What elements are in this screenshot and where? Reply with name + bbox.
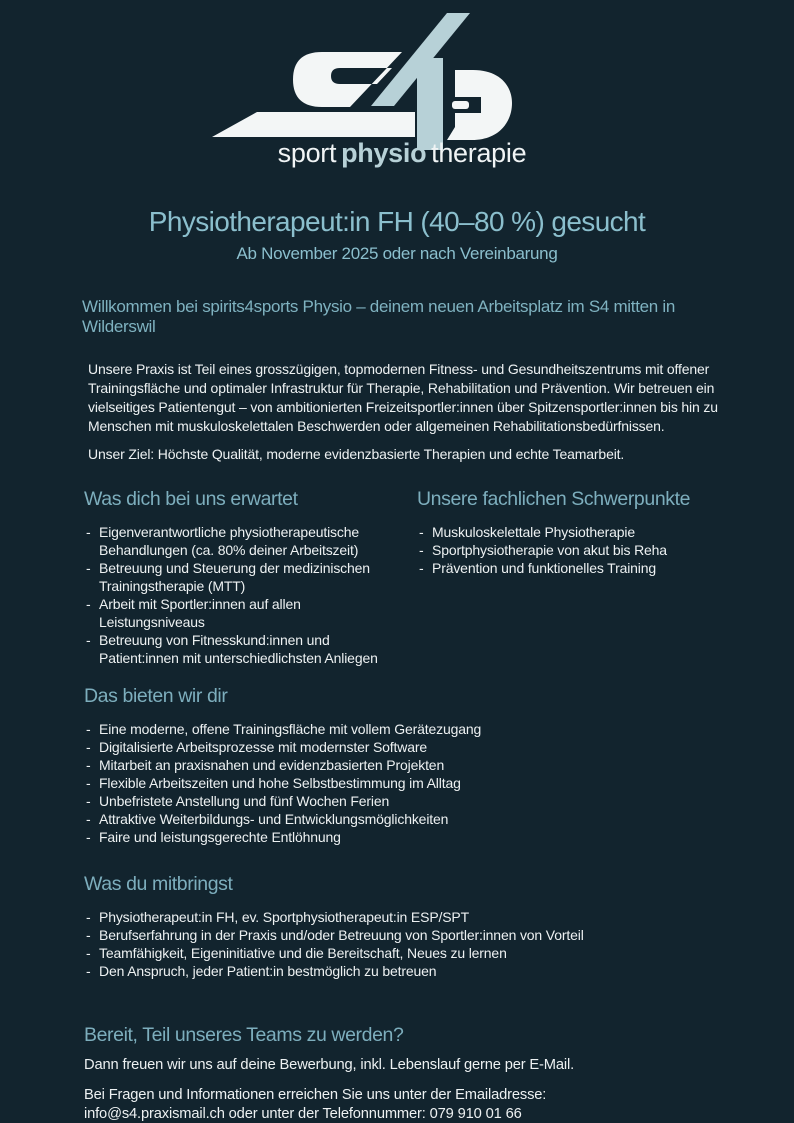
bullet-dash: - (86, 793, 91, 809)
bullet-dash: - (86, 757, 91, 773)
page-title: Physiotherapeut:in FH (40–80 %) gesucht (148, 206, 646, 237)
list-item (417, 541, 736, 559)
bring-list (84, 908, 736, 980)
brand-word-sport: sport (277, 138, 337, 168)
list-item (84, 631, 403, 667)
list-item-text: Sportphysiotherapie von akut bis Reha (432, 542, 667, 558)
list-item (84, 756, 736, 774)
bullet-dash: - (86, 596, 91, 612)
list-item-text: Eigenverantwortliche physiotherapeutische Behandlungen (ca. 80% deiner Arbeitszeit) (99, 524, 360, 558)
bullet-dash: - (86, 524, 91, 540)
list-item (417, 523, 736, 541)
list-item (84, 828, 736, 846)
bullet-dash: - (86, 560, 91, 576)
list-item (417, 559, 736, 577)
list-item-text: Faire und leistungsgerechte Entlöhnung (99, 829, 341, 845)
brand-wordmark (0, 138, 794, 169)
expect-list (84, 523, 403, 667)
offer-list (84, 720, 736, 846)
content-area (0, 297, 794, 1123)
list-item-text: Mitarbeit an praxisnahen und evidenzbasierten Projekten (99, 757, 445, 773)
intro-paragraph: Unsere Praxis ist Teil eines grosszügigen, topmodernen Fitness- und Gesundheitszentrums mit offener Trainingsfläche und optimaler Infrastruktur für Therapie, Rehabilitation und Prävention. Wir betreuen ein vielseitiges Patientengut – von ambitionierten Freizeitsportler:innen über Spitzensportler:innen bis hin zu Menschen mit muskuloskelettalen Beschwerden oder allgemeinen Rehabilitationsbedürfnissen. (88, 361, 718, 434)
list-item-text: Flexible Arbeitszeiten und hohe Selbstbestimmung im Alltag (99, 775, 461, 791)
contact-block (84, 1086, 736, 1123)
bullet-dash: - (86, 811, 91, 827)
logo-bottom-bar (212, 112, 415, 137)
list-item (84, 720, 736, 738)
list-item-text: Digitalisierte Arbeitsprozesse mit modernster Software (99, 739, 428, 755)
list-item (84, 792, 736, 810)
section-offer-title: Das bieten wir dir (84, 685, 228, 707)
goal-line: Unser Ziel: Höchste Qualität, moderne evidenzbasierte Therapien und echte Teamarbeit. (88, 446, 625, 462)
list-item-text: Physiotherapeut:in FH, ev. Sportphysiotherapeut:in ESP/SPT (99, 909, 470, 925)
apply-heading: Bereit, Teil unseres Teams zu werden? (84, 1024, 404, 1046)
list-item (84, 774, 736, 792)
list-item-text: Muskuloskelettale Physiotherapie (432, 524, 635, 540)
list-item-text: Teamfähigkeit, Eigeninitiative und die Bereitschaft, Neues zu lernen (99, 945, 507, 961)
section-bring (84, 873, 736, 980)
list-item (84, 908, 736, 926)
section-focus-title: Unsere fachlichen Schwerpunkte (417, 488, 691, 510)
bullet-dash: - (86, 945, 91, 961)
section-expect (84, 488, 417, 667)
list-item-text: Betreuung von Fitnesskund:innen und Patient:innen mit unterschiedlichsten Anliegen (99, 632, 378, 666)
list-item-text: Den Anspruch, jeder Patient:in bestmöglich zu betreuen (99, 963, 437, 979)
list-item (84, 559, 403, 595)
list-item (84, 810, 736, 828)
logo-d-tab (452, 101, 469, 109)
bullet-dash: - (419, 560, 424, 576)
list-item (84, 738, 736, 756)
apply-line: Dann freuen wir uns auf deine Bewerbung, inkl. Lebenslauf gerne per E-Mail. (84, 1057, 575, 1073)
brand-word-physio: physio (341, 138, 427, 168)
brand-word-therapie: therapie (431, 138, 527, 168)
logo-4-leg (417, 58, 443, 150)
contact-line-email-phone: info@s4.praxismail.ch oder unter der Telefonnummer: 079 910 01 66 (84, 1106, 522, 1122)
section-focus (417, 488, 736, 667)
page-subtitle: Ab November 2025 oder nach Vereinbarung (236, 244, 558, 263)
list-item-text: Prävention und funktionelles Training (432, 560, 657, 576)
section-apply (84, 1024, 736, 1123)
section-bring-title: Was du mitbringst (84, 873, 233, 895)
bullet-dash: - (86, 963, 91, 979)
bullet-dash: - (419, 524, 424, 540)
bullet-dash: - (419, 542, 424, 558)
contact-line-email-intro: Bei Fragen und Informationen erreichen Sie uns unter der Emailadresse: (84, 1087, 547, 1103)
list-item (84, 523, 403, 559)
bullet-dash: - (86, 721, 91, 737)
logo-block (0, 0, 794, 172)
bullet-dash: - (86, 775, 91, 791)
s4-logo-icon (200, 8, 545, 154)
two-column-section (84, 488, 736, 667)
list-item (84, 962, 736, 980)
bullet-dash: - (86, 927, 91, 943)
list-item-text: Berufserfahrung in der Praxis und/oder Betreuung von Sportler:innen von Vorteil (99, 927, 584, 943)
list-item-text: Eine moderne, offene Trainingsfläche mit vollem Gerätezugang (99, 721, 482, 737)
welcome-heading: Willkommen bei spirits4sports Physio – deinem neuen Arbeitsplatz im S4 mitten in Wilderswil (82, 297, 675, 336)
list-item (84, 926, 736, 944)
list-item-text: Unbefristete Anstellung und fünf Wochen Ferien (99, 793, 390, 809)
section-expect-title: Was dich bei uns erwartet (84, 488, 298, 510)
bullet-dash: - (86, 739, 91, 755)
section-offer (84, 685, 736, 846)
focus-list (417, 523, 736, 577)
bullet-dash: - (86, 632, 91, 648)
list-item-text: Betreuung und Steuerung der medizinischen Trainingstherapie (MTT) (99, 560, 370, 594)
bullet-dash: - (86, 829, 91, 845)
bullet-dash: - (86, 909, 91, 925)
list-item (84, 595, 403, 631)
list-item-text: Attraktive Weiterbildungs- und Entwicklungsmöglichkeiten (99, 811, 449, 827)
list-item (84, 944, 736, 962)
list-item-text: Arbeit mit Sportler:innen auf allen Leistungsniveaus (99, 596, 301, 630)
